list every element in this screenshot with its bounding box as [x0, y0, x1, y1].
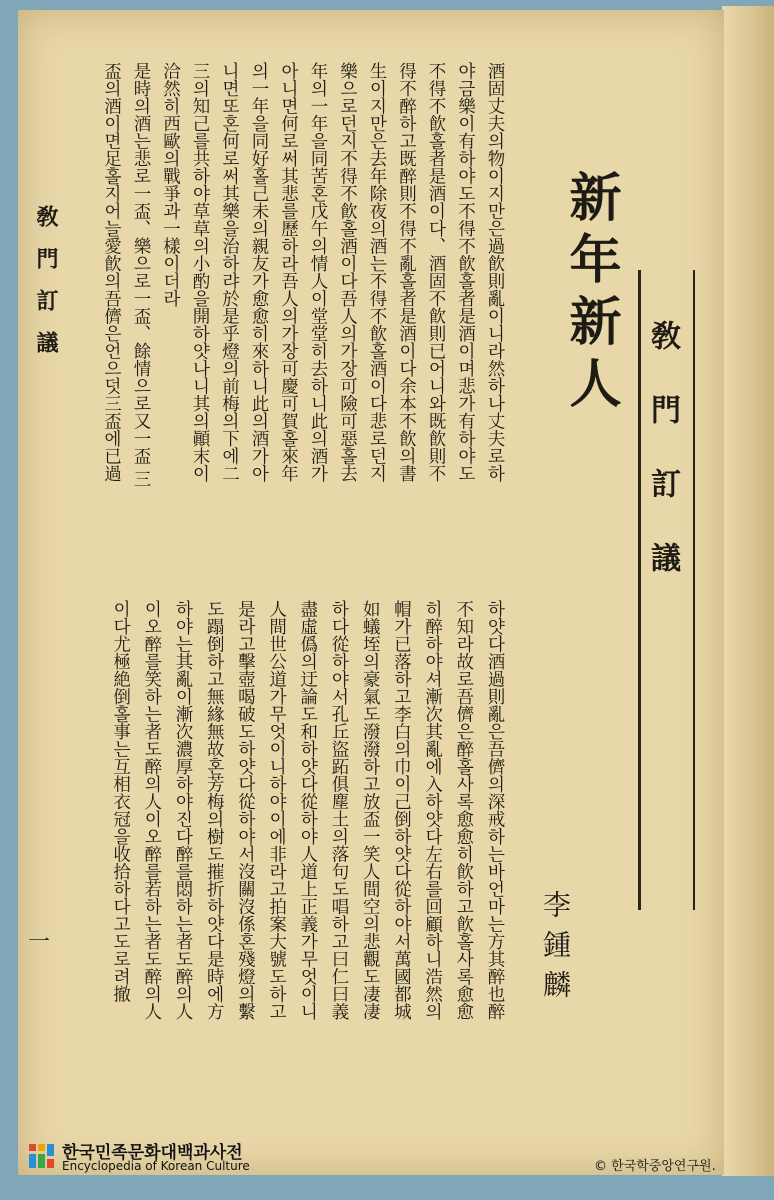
text-column: 아니면何로써其悲를歷하라吾人의가장可慶可賀홀來年 [278, 62, 299, 482]
text-column: 도蹋倒하고無緣無故혼芳梅의樹도摧折하얏다是時에方 [204, 600, 225, 1020]
text-column: 得不醉하고既醉則不得不亂홀者是酒이다余本不飮의書 [396, 62, 417, 482]
text-column: 야금樂이有하야도不得不飮홀者是酒이며悲가有하야도 [455, 62, 476, 482]
logo-korean-text: 한국민족문화대백과사전 [62, 1143, 243, 1163]
text-column: 盃의酒이면足홀지어늘愛飮의吾儕은언으덧三盃에已過 [101, 62, 122, 482]
text-column: 人間世公道가무엇이니하야이에非라고拍案大號도하고 [266, 600, 287, 1020]
logo-english-text: Encyclopedia of Korean Culture [62, 1159, 250, 1173]
page-number: 一 [28, 930, 51, 955]
text-column: 樂으로던지不得不飮홀酒이다吾人의가장可險可惡홀去 [337, 62, 358, 482]
book-edge [722, 6, 774, 1176]
text-column: 하야는其亂이漸次濃厚하야진다醉를悶하는者도醉의人 [173, 600, 193, 1020]
running-header: 敎門訂議 [33, 205, 59, 373]
text-column: 의一年을同好홀己未의親友가愈愈히來하니此의酒가아 [249, 62, 269, 482]
text-column: 是時의酒는悲로一盃、樂으로一盃、餘情으로又一盃 三 [131, 62, 151, 488]
text-column: 年의一年을同苦혼戊午의情人이堂堂히去하니此의酒가 [308, 62, 328, 482]
text-column: 酒固丈夫의物이지만은過飮則亂이니라然하나丈夫로하 [485, 62, 505, 482]
author-name: 李鍾麟 [539, 890, 572, 1010]
text-column: 니면또혼何로써其樂을治하랴於是乎燈의前梅의下에二 [219, 62, 240, 482]
header-label: 敎門訂議 [645, 320, 680, 616]
text-column: 不知라故로吾儕은醉홀사록愈愈히飮하고飮홀사록愈愈 [453, 600, 474, 1020]
text-column: 帽가已落하고李白의巾이己倒하얏다從하야서萬國都城 [391, 600, 412, 1020]
text-column: 하다從하야서孔丘盜跖俱塵土의落句도唱하고曰仁曰義 [329, 600, 349, 1020]
text-column: 洽然히西歐의戰爭과一樣이더라 [160, 62, 181, 307]
page-title: 新年新人 [560, 170, 621, 418]
text-column: 是라고擊壺喝破도하얏다從하야서沒關沒係혼殘燈의繫 [235, 600, 256, 1020]
text-column: 不得不飮홀者是酒이다、酒固不飮則已어니와既飮則不 [426, 62, 446, 482]
encyclopedia-logo-icon [28, 1142, 56, 1170]
text-column: 生이지만은去年除夜의酒는不得不飮홀酒이다悲로던지 [367, 62, 387, 482]
text-column: 이오醉를笑하는者도醉의人이오醉를若하는者도醉의人 [141, 600, 162, 1020]
text-column: 히醉하야셔漸次其亂에入하얏다左右를回顧하니浩然의 [422, 600, 443, 1020]
text-column: 盡虛僞의迂論도和하얏다從하야人道上正義가무엇이니 [297, 600, 318, 1020]
encyclopedia-logo [28, 1138, 328, 1178]
copyright-notice: © 한국학중앙연구원. [594, 1159, 716, 1174]
text-column: 如蟻垤의豪氣도潑潑하고放盃一笑人間空의悲觀도凄凄 [360, 600, 381, 1020]
text-column: 三의知己를共하야草草의小酌을開하얏나니其의顚末이 [190, 62, 210, 482]
text-column: 이다尤極絶倒홀事는互相衣冠을收拾하다고도로려撤 [110, 600, 131, 1003]
text-column: 하얏다酒過則亂은吾儕의深戒하는바언마는方其醉也醉 [485, 600, 505, 1020]
